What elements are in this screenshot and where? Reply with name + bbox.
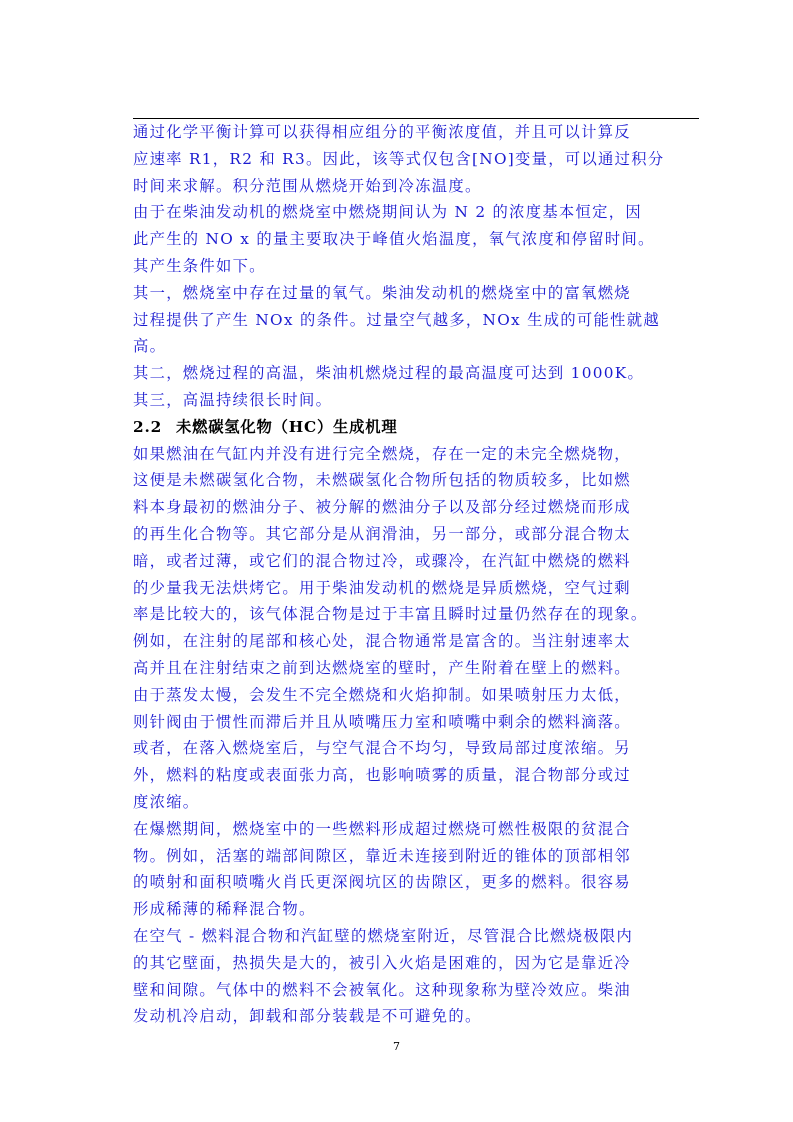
paragraph-deflagration [133, 816, 701, 923]
line: 如果燃油在气缸内并没有进行完全燃烧，存在一定的未完全燃烧物， [133, 444, 631, 463]
line: 的喷射和面积喷嘴火肖氏更深阀坑区的齿隙区，更多的燃料。很容易 [133, 873, 631, 892]
paragraph-nox-conditions [133, 199, 701, 279]
paragraph-hc-formation [133, 441, 701, 816]
paragraph-wall-quench [133, 923, 701, 1030]
section-title-part: 未燃碳氢化物（ [176, 417, 289, 436]
line: 度浓缩。 [133, 792, 200, 811]
section-number: 2.2 [133, 417, 163, 436]
paragraph-condition-three [133, 387, 701, 414]
line: 其一，燃烧室中存在过量的氧气。柴油发动机的燃烧室中的富氧燃烧 [133, 283, 631, 302]
line: 料本身最初的燃油分子、被分解的燃油分子以及部分经过燃烧而形成 [133, 498, 631, 517]
line: 应速率 R1，R2 和 R3。因此，该等式仅包含[NO]变量，可以通过积分 [133, 149, 665, 168]
section-title-part: HC [288, 417, 317, 436]
line: 或者，在落入燃烧室后，与空气混合不均匀，导致局部过度浓缩。另 [133, 739, 631, 758]
section-title-part: ）生成机理 [316, 417, 398, 436]
line: 壁和间隙。气体中的燃料不会被氧化。这种现象称为壁冷效应。柴油 [133, 980, 631, 999]
line: 形成稀薄的稀释混合物。 [133, 900, 316, 919]
line: 外，燃料的粘度或表面张力高，也影响喷雾的质量，混合物部分或过 [133, 766, 631, 785]
line: 其产生条件如下。 [133, 256, 266, 275]
line: 这便是未燃碳氢化合物，未燃碳氢化合物所包括的物质较多，比如燃 [133, 471, 631, 490]
line: 物。例如，活塞的端部间隙区，靠近未连接到附近的锥体的顶部相邻 [133, 846, 631, 865]
line: 高并且在注射结束之前到达燃烧室的壁时，产生附着在壁上的燃料。 [133, 658, 631, 677]
line: 暗，或者过薄，或它们的混合物过冷，或骤冷，在汽缸中燃烧的燃料 [133, 551, 631, 570]
line: 通过化学平衡计算可以获得相应组分的平衡浓度值，并且可以计算反 [133, 123, 631, 141]
line: 发动机冷启动，卸载和部分装载是不可避免的。 [133, 1007, 482, 1026]
line: 的再生化合物等。其它部分是从润滑油，另一部分，或部分混合物太 [133, 524, 631, 543]
line: 则针阀由于惯性而滞后并且从喷嘴压力室和喷嘴中剩余的燃料滴落。 [133, 712, 631, 731]
section-heading [133, 414, 701, 441]
line: 此产生的 NO x 的量主要取决于峰值火焰温度，氧气浓度和停留时间。 [133, 230, 655, 249]
paragraph-equilibrium [133, 119, 701, 199]
line: 在空气 - 燃料混合物和汽缸壁的燃烧室附近，尽管混合比燃烧极限内 [133, 926, 634, 945]
line: 高。 [133, 337, 167, 356]
line: 例如，在注射的尾部和核心处，混合物通常是富含的。当注射速率太 [133, 632, 631, 651]
line: 过程提供了产生 NOx 的条件。过量空气越多，NOx 生成的可能性就越 [133, 310, 660, 329]
line: 率是比较大的，该气体混合物是过于丰富且瞬时过量仍然存在的现象。 [133, 605, 648, 624]
line: 由于在柴油发动机的燃烧室中燃烧期间认为 N 2 的浓度基本恒定，因 [133, 203, 642, 222]
line: 在爆燃期间，燃烧室中的一些燃料形成超过燃烧可燃性极限的贫混合 [133, 819, 631, 838]
page-content [133, 119, 701, 1030]
line: 其三，高温持续很长时间。 [133, 390, 333, 409]
paragraph-condition-one [133, 280, 701, 360]
line: 的少量我无法烘烤它。用于柴油发动机的燃烧是异质燃烧，空气过剩 [133, 578, 631, 597]
line: 时间来求解。积分范围从燃烧开始到冷冻温度。 [133, 176, 482, 195]
line: 的其它壁面，热损失是大的，被引入火焰是困难的，因为它是靠近冷 [133, 953, 631, 972]
paragraph-condition-two [133, 360, 701, 387]
line: 其二，燃烧过程的高温，柴油机燃烧过程的最高温度可达到 1000K。 [133, 364, 645, 383]
line: 由于蒸发太慢，会发生不完全燃烧和火焰抑制。如果喷射压力太低， [133, 685, 631, 704]
page-number: 7 [393, 1040, 400, 1053]
